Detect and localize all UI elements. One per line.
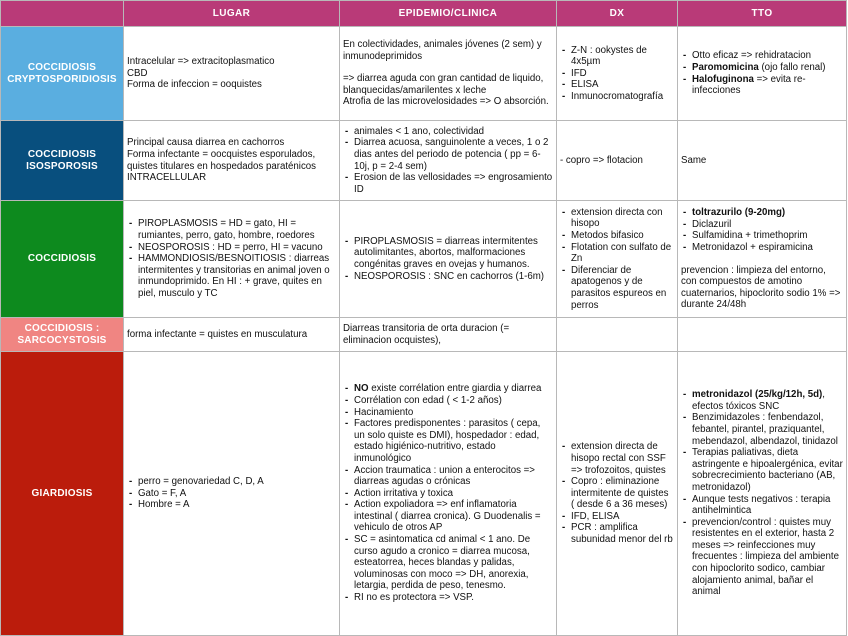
cell-lugar <box>124 121 340 201</box>
list-item <box>343 488 553 500</box>
text: prevencion/control : quistes muy resistentes en el exterior, hasta 2 meses => reinfecciones muy frecuentes : limpieza del ambiente con hipoclorito sodico, cambiar alojamiento animal, bañar el animal <box>692 516 840 598</box>
text: SC = asintomatica cd animal < 1 ano. De curso agudo a cronico = diarrea mucosa, esteatorrea, heces blandas y palidas, voluminosas con moco => DH, anorexia, letargia, perdida de peso, tenesmo. <box>354 534 531 592</box>
cell-tto: Same <box>678 121 847 201</box>
header-lugar: LUGAR <box>124 1 340 27</box>
list-item <box>343 465 553 488</box>
list-item <box>681 62 843 74</box>
cell-epidemio <box>340 27 557 121</box>
text-line: Forma infectante = oocquistes esporulados, quistes titulares en hospedados paraténicos <box>127 148 317 172</box>
text: , efectos tóxicos SNC <box>692 389 825 412</box>
list-item <box>343 383 553 395</box>
tto-list <box>681 389 843 598</box>
table-row <box>1 352 847 636</box>
text: Benzimidazoles : fenbendazol, febantel, pirantel, praziquantel, mebendazol, albendazol, tinidazol <box>692 412 838 447</box>
list-item <box>681 50 843 62</box>
list-item <box>681 74 843 97</box>
epidemio-list <box>343 126 553 196</box>
row-title-coccidiosis: COCCIDIOSIS <box>1 201 124 318</box>
list-item <box>681 517 843 598</box>
text-line: Atrofia de las microvelosidades => O absorción. <box>343 96 549 108</box>
text: Hacinamiento <box>354 406 414 418</box>
header-blank <box>1 1 124 27</box>
tto-list <box>681 207 843 253</box>
text: RI no es protectora => VSP. <box>354 592 474 604</box>
cell-epidemio <box>340 121 557 201</box>
row-title-giardiosis: GIARDIOSIS <box>1 352 124 636</box>
bold-text: Halofuginona <box>692 73 754 85</box>
text: Action expoliadora => enf inflamatoria intestinal ( diarrea cronica). G Duodenalis = vehiculo de otros AP <box>354 499 541 534</box>
list-item <box>343 534 553 592</box>
cell-epidemio: Diarreas transitoria de orta duracion (= eliminacion ocquistes), <box>340 318 557 352</box>
header-dx: DX <box>557 1 678 27</box>
row-title-isosporosis: COCCIDIOSIS ISOSPOROSIS <box>1 121 124 201</box>
text: Diclazuril <box>692 218 732 230</box>
header-row <box>1 1 847 27</box>
list-item: - extension directa de hisopo rectal con SSF => trofozoitos, quistes <box>560 441 674 476</box>
list-item <box>343 395 553 407</box>
list-item: - PCR : amplifica subunidad menor del rb <box>560 522 674 545</box>
list-item <box>343 407 553 419</box>
text: Terapias paliativas, dieta astringente e hipoalergénica, evitar sobrecrecimiento bacteriano (AB, metronidazol) <box>692 447 843 493</box>
row-title-cryptosporidiosis: COCCIDIOSIS CRYPTOSPORIDIOSIS <box>1 27 124 121</box>
cell-dx <box>557 201 678 318</box>
text-line: Forma de infeccion = ooquistes <box>127 79 262 91</box>
dx-list <box>560 45 674 103</box>
list-item <box>681 447 843 493</box>
list-item: - extension directa con hisopo <box>560 207 674 230</box>
list-item: - NEOSPOROSIS : HD = perro, HI = vacuno <box>127 242 336 254</box>
bold-text: metronidazol (25/kg/12h, 5d) <box>692 389 823 401</box>
list-item: - Hombre = A <box>127 499 336 511</box>
cell-tto <box>678 27 847 121</box>
cell-dx <box>557 318 678 352</box>
text: Factores predisponentes : parasitos ( cepa, un solo quiste es DMI), hospedador : edad, estado higiénico-nutritivo, estado inmunológico <box>354 418 541 464</box>
text-line: => diarrea aguda con gran cantidad de liquido, blanquecidas/amarilentes x leche <box>343 73 544 96</box>
header-epidemio: EPIDEMIO/CLINICA <box>340 1 557 27</box>
list-item: - animales < 1 ano, colectividad <box>343 126 553 138</box>
list-item <box>343 418 553 464</box>
row-title-sarcocystosis: COCCIDIOSIS : SARCOCYSTOSIS <box>1 318 124 352</box>
list-item: - Erosion de las vellosidades => engrosamiento ID <box>343 172 553 195</box>
table-row <box>1 27 847 121</box>
text-line: Principal causa diarrea en cachorros <box>127 137 285 149</box>
list-item: - PIROPLASMOSIS = diarreas intermitentes autolimitantes, abortos, malformaciones congénitas graves en ovejas y humanos. <box>343 236 553 271</box>
text: Action irritativa y toxica <box>354 487 454 499</box>
bold-text: Paromomicina <box>692 61 759 73</box>
table-row <box>1 121 847 201</box>
epidemio-list <box>343 383 553 603</box>
text-line: Intracelular => extracitoplasmatico <box>127 56 275 68</box>
text: Accion traumatica : union a enterocitos => diarreas agudas o crónicas <box>354 464 535 488</box>
list-item <box>681 219 843 231</box>
text-gap <box>681 254 843 265</box>
list-item: - Flotation con sulfato de Zn <box>560 242 674 265</box>
list-item: - Inmunocromatografía <box>560 91 674 103</box>
bold-text: toltrazurilo (9-20mg) <box>692 207 786 219</box>
text: Otto eficaz => rehidratacion <box>692 50 812 62</box>
dx-list <box>560 207 674 311</box>
text: Corrélation con edad ( < 1-2 años) <box>354 394 502 406</box>
list-item: - Metodos bifasico <box>560 230 674 242</box>
text: (ojo fallo renal) <box>758 61 826 73</box>
cell-lugar <box>124 352 340 636</box>
list-item: - IFD, ELISA <box>560 511 674 523</box>
list-item: - NEOSPOROSIS : SNC en cachorros (1-6m) <box>343 271 553 283</box>
text-line: En colectividades, animales jóvenes (2 sem) y inmunodeprimidos <box>343 39 542 62</box>
bold-text: NO <box>354 383 369 395</box>
cell-lugar <box>124 201 340 318</box>
list-item: - Diarrea acuosa, sanguinolente a veces, 1 o 2 dias antes del periodo de potencia ( pp = 6-10j, p = 2-4 sem) <box>343 137 553 172</box>
list-item: - Diferenciar de apatogenos y de parasitos espureos en perros <box>560 265 674 311</box>
cell-dx: - copro => flotacion <box>557 121 678 201</box>
cell-dx <box>557 352 678 636</box>
list-item: - IFD <box>560 68 674 80</box>
tto-list <box>681 50 843 96</box>
text: Aunque tests negativos : terapia antihelmintica <box>692 493 831 517</box>
dx-list <box>560 441 674 545</box>
text-line: INTRACELLULAR <box>127 172 207 184</box>
text-line: CBD <box>127 67 148 79</box>
list-item <box>681 412 843 447</box>
cell-lugar <box>124 27 340 121</box>
list-item: - Copro : eliminazione intermitente de quistes ( desde 6 a 36 meses) <box>560 476 674 511</box>
text: => evita re-infecciones <box>692 73 806 97</box>
lugar-list <box>127 218 336 299</box>
list-item <box>343 592 553 604</box>
list-item <box>681 494 843 517</box>
list-item: - Gato = F, A <box>127 488 336 500</box>
list-item <box>681 230 843 242</box>
list-item: - HAMMONDIOSIS/BESNOITIOSIS : diarreas intermitentes y transitorias en animal joven o inmundoprimido. En HI : + grave, quites en piel, musculo y TC <box>127 253 336 299</box>
epidemio-list <box>343 236 553 282</box>
header-tto: TTO <box>678 1 847 27</box>
list-item <box>681 389 843 412</box>
list-item: - Z-N : ookystes de 4x5µm <box>560 45 674 68</box>
text: Metronidazol + espiramicina <box>692 241 813 253</box>
text: Sulfamidina + trimethoprim <box>692 230 808 242</box>
table-row <box>1 201 847 318</box>
table-row <box>1 318 847 352</box>
text: existe corrélation entre giardia y diarrea <box>368 383 542 395</box>
list-item: - PIROPLASMOSIS = HD = gato, HI = rumiantes, perro, gato, hombre, roedores <box>127 218 336 241</box>
cell-tto <box>678 318 847 352</box>
cell-tto <box>678 352 847 636</box>
list-item: - perro = genovariedad C, D, A <box>127 476 336 488</box>
text-gap <box>343 62 553 73</box>
list-item: - ELISA <box>560 79 674 91</box>
list-item <box>681 207 843 219</box>
lugar-list <box>127 476 336 511</box>
cell-dx <box>557 27 678 121</box>
cell-tto <box>678 201 847 318</box>
cell-lugar: forma infectante = quistes en musculatura <box>124 318 340 352</box>
text-line: prevencion : limpieza del entorno, con compuestos de amotino cuaternarios, hipoclorito sodio 1% => durante 24/48h <box>681 264 841 311</box>
list-item <box>343 499 553 534</box>
list-item <box>681 242 843 254</box>
cell-epidemio <box>340 201 557 318</box>
cell-epidemio <box>340 352 557 636</box>
